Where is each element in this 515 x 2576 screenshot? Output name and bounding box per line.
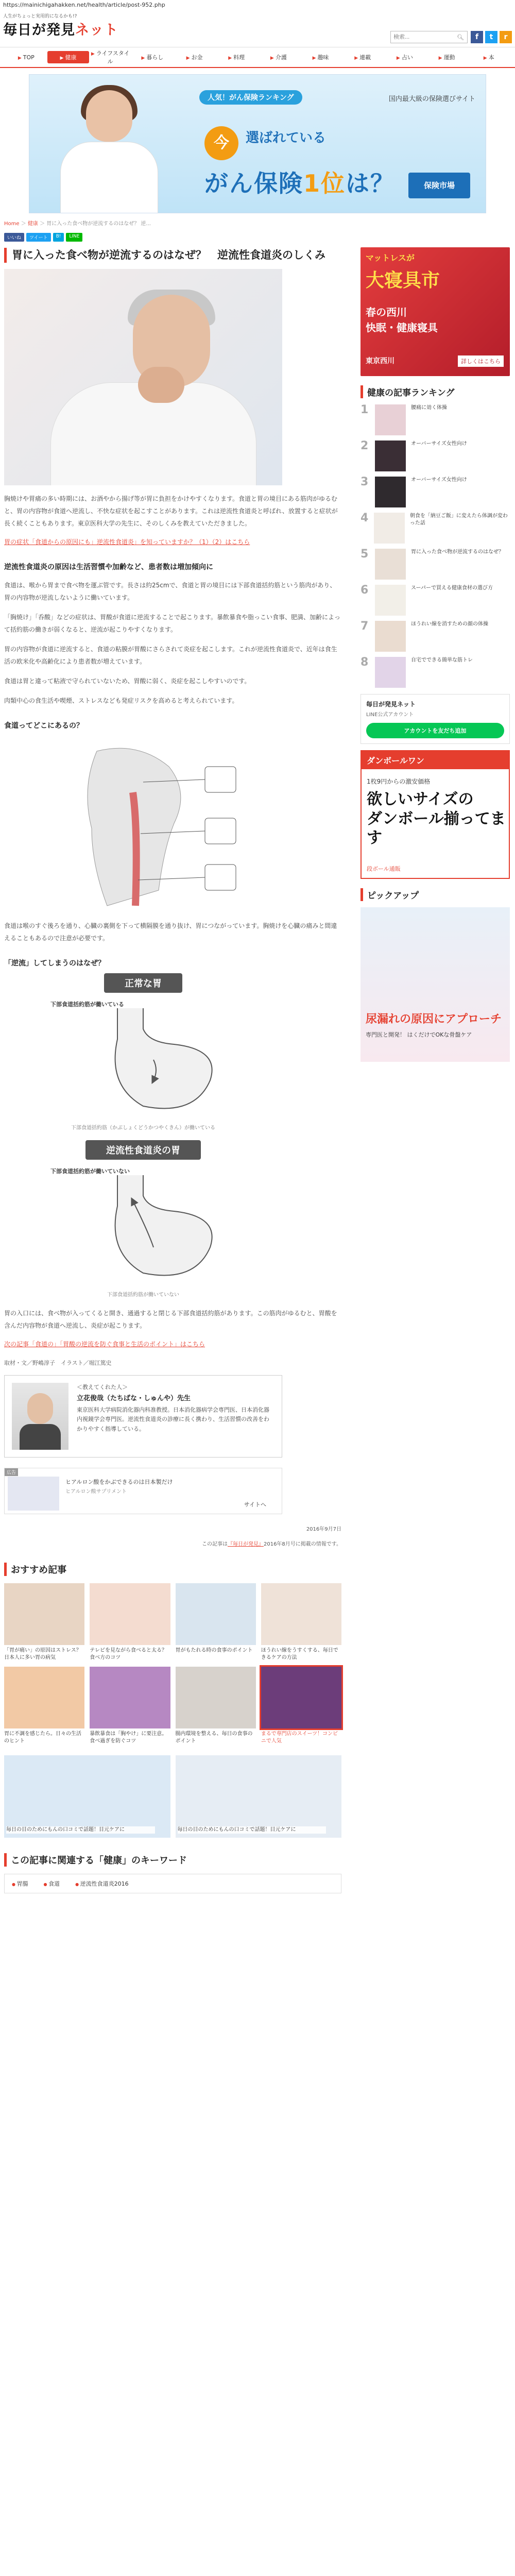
ranking-text: オーバーサイズ女性向け [411,477,467,483]
article-subheading: 逆流性食道炎の原因は生活習慣や加齢など、患者数は増加傾向に [4,563,213,571]
expert-photo [12,1383,68,1450]
banner-right-label: 国内最大級の保険選びサイト [388,95,475,103]
ranking-text: 腰痛に効く体操 [411,405,447,411]
ranking-item[interactable] [360,513,510,544]
ranking-number: 8 [360,656,369,669]
nav-item[interactable]: ▶ 本 [483,54,494,61]
ranking-number: 2 [360,439,369,452]
banner-ima-badge: 今 [204,126,238,160]
recommend-title: おすすめ記事 [4,1563,341,1576]
site-logo[interactable] [3,19,118,39]
ad-button[interactable]: サイトへ [244,1501,266,1508]
ranking-item[interactable] [360,621,510,652]
ad-image [8,1477,59,1511]
line-follow-box [360,694,510,744]
keywords-title: この記事に関連する「健康」のキーワード [4,1853,341,1867]
keyword-tag[interactable]: ● 食道 [44,1879,60,1888]
expert-role: ＜教えてくれた人＞ [77,1383,128,1391]
chevron-right-icon: ▶ [354,56,358,61]
ranking-thumb [375,621,406,652]
chevron-right-icon: ▶ [186,56,190,61]
ranking-thumb [375,585,406,616]
twitter-icon[interactable]: t [485,31,497,43]
ranking-title: 健康の記事ランキング [360,385,510,398]
reflux-stomach-figure [4,1140,282,1298]
article-origin: この記事は『毎日が発見』2016年8月号に掲載の情報です。 [201,1541,341,1547]
ranking-list [360,404,510,688]
ranking-text: 朝食を「納豆ご飯」に変えたら体調が変わった話 [409,513,508,526]
chevron-right-icon: ▶ [396,56,400,61]
article-paragraph: 胃の内容物が食道に逆流すると、食道の粘膜が胃酸にさらされて炎症を起こします。これが逆流性食道炎で、近年は食生活の欧米化や高齢化により患者数が増えています。 [4,645,337,665]
article-column [4,219,341,1893]
figure-caption: 下部食道括約筋が働いていない [107,1292,179,1298]
top-banner-ad[interactable] [29,74,486,213]
reflux-stomach-heading: 逆流性食道炎の胃 [85,1140,201,1160]
share-line-button[interactable]: LINE [66,233,82,242]
search-box[interactable] [390,31,468,43]
ranking-text: 自宅でできる簡単な筋トレ [411,657,473,663]
reflux-stomach-note: 下部食道括約筋が働いていない [50,1167,130,1175]
expert-bio: 東京医科大学病院消化器内科准教授。日本消化器病学会専門医、日本消化器内視鏡学会専門医。逆流性食道炎の診療に長く携わり、生活習慣の改善をわかりやすく指導している。 [77,1406,269,1432]
article-hero-image [4,269,282,485]
article-title: 胃に入った食べ物が逆流するのはなぜ？ 逆流性食道炎のしくみ [4,248,341,263]
next-article-link[interactable]: 次の記事「食道の」「胃酸の逆流を防ぐ食事と生活のポイント」はこちら [4,1340,205,1348]
search-input[interactable] [391,31,453,43]
article-date: 2016年9月7日 [306,1526,341,1532]
search-icon[interactable]: 🔍︎ [457,34,464,41]
breadcrumb: Home ＞ 健康 ＞ 胃に入った食べ物が逆流するのはなぜ？ 逆... [4,221,151,227]
ranking-item[interactable] [360,585,510,616]
figure-caption: 下部食道括約筋（かぶしょくどうかつやくきん）が働いている [71,1125,215,1131]
chevron-right-icon: ▶ [18,55,22,61]
normal-stomach-figure [4,973,282,1131]
sidebar-ad-cta[interactable]: 詳しくはこちら [458,355,504,367]
logo-accent: ネット [75,22,118,38]
ranking-item[interactable] [360,549,510,580]
ranking-item[interactable] [360,657,510,688]
line-add-friend-button[interactable]: アカウントを友だち追加 [366,723,504,738]
sidebar-ad-bedding[interactable]: マットレスが 大寝具市 春の西川 快眠・健康寝具 東京西川 詳しくはこちら [360,247,510,376]
recommend-item[interactable]: ほうれい線をうすくする、毎日できるケアの方法 [261,1583,341,1662]
ranking-thumb [375,549,406,580]
expert-name: 立花俊哉（たちばな・しゅんや）先生 [77,1394,191,1402]
nav-item[interactable]: ▶ お金 [186,54,203,61]
banner-rank-label: 人気！がん保険ランキング [199,90,302,105]
ranking-number: 3 [360,476,369,488]
banner-headline: がん保険1位は？ [204,170,396,197]
recommend-thumb [261,1583,341,1645]
ranking-item[interactable] [360,477,510,507]
sidebar-ad-cardboard[interactable]: ダンボールワン 1枚9円からの激安価格 欲しいサイズの ダンボール揃ってます 段ボール通販 [360,750,510,879]
chevron-right-icon: ▶ [91,52,95,57]
rss-icon[interactable]: r [500,31,512,43]
article-paragraph: 胸焼けや胃痛の多い時期には、お酒やから揚げ等が胃に負担をかけやすくなります。食道と胃の境目にある筋肉がゆるむと、胃の内容物が食道へ逆流し、不快な症状を起こすことがあります。これは逆流性食道炎と呼ばれ、放置すると症状が長く続くこともあります。東京医科大学の先生に、そのしくみを教えていただきました。 [4,495,338,528]
share-facebook-button[interactable]: いいね [4,233,24,242]
ad-title: ヒアルロン酸をかぶできるのは日本製だけ [65,1478,173,1485]
chevron-right-icon: ▶ [60,56,64,61]
recommend-item[interactable]: 「胃が痛い」の原因はストレス？ 日本人に多い胃の病気 [4,1583,84,1662]
ranking-thumb [374,513,405,544]
article-paragraph: 「胸焼け」「呑酸」などの症状は、胃酸が食道に逆流することで起こります。暴飲暴食や脂っこい食事、肥満、加齢によって括約筋の働きが弱くなると、逆流が起こりやすくなります。 [4,613,341,633]
ranking-number: 6 [360,584,369,597]
nav-item[interactable]: ▶ TOP [18,54,35,61]
article-credits: 取材・文／野嶋淳子 イラスト／堀江篤史 [4,1359,112,1366]
sidebar-ad-pickup[interactable]: 尿漏れの原因にアプローチ 専門医と開発！ はくだけでOKな骨盤ケア [360,907,510,1062]
origin-magazine-link[interactable]: 『毎日が発見』 [227,1541,264,1547]
ad-sub: ヒアルロン酸サプリメント [65,1488,127,1495]
recommend-grid [4,1583,341,1745]
ranking-thumb [375,477,406,507]
recommend-item[interactable]: まるで専門店のスイーツ！コンビニで人気 [261,1667,341,1745]
ranking-thumb [375,657,406,688]
ad-tag: 広告 [5,1468,18,1476]
logo-main: 毎日が発見 [3,22,75,38]
chevron-right-icon: ▶ [483,56,487,61]
keyword-list [4,1874,341,1893]
esophagus-diagram [4,736,282,912]
nav-item[interactable]: ▶ 占い [396,54,413,61]
line-box-head: 毎日が発見ネット [366,701,416,708]
nav-item[interactable]: ▶ 介護 [270,54,287,61]
banner-brand: 保険市場 [408,173,470,198]
breadcrumb-current: 胃に入った食べ物が逆流するのはなぜ？ 逆... [46,221,151,227]
recommend-thumb [261,1667,341,1728]
article-paragraph: 食道は、喉から胃まで食べ物を運ぶ管です。長さは約25cmで、食道と胃の境目には下部食道括約筋という筋肉があり、胃の内容物が逆流しないように働いています。 [4,581,336,601]
recommend-thumb [176,1667,256,1728]
related-article-link[interactable]: 胃の症状「食道からの原因にも」逆流性食道炎」を知っていますか？（1）（2）はこちら [4,538,250,546]
native-ad-card[interactable]: 毎日の目のためにもんの口コミで話題！目元ケアに [4,1755,170,1838]
normal-stomach-heading: 正常な胃 [104,973,182,993]
recommend-item[interactable]: テレビを見ながら食べると太る？食べ方のコツ [90,1583,170,1662]
sidebar [360,247,510,1062]
chevron-right-icon: ▶ [228,56,232,61]
article-subheading: 食道ってどこにあるの？ [4,721,83,730]
recommend-thumb [4,1667,84,1728]
chevron-right-icon: ▶ [270,56,274,61]
recommend-thumb [176,1583,256,1645]
ranking-text: 胃に入った食べ物が逆流するのはなぜ？ [411,549,504,555]
article-subheading: 「逆流」してしまうのはなぜ？ [4,959,105,968]
line-box-sub: LINE公式アカウント [366,712,414,718]
nav-item[interactable]: ▶ 趣味 [312,54,329,61]
normal-stomach-illustration [40,1008,246,1116]
ranking-number: 4 [360,512,369,524]
ranking-thumb [375,404,406,435]
global-nav [0,47,515,68]
article-paragraph: 食道は胃と違って粘液で守られていないため、胃酸に弱く、炎症を起こしやすいのです。 [4,677,251,685]
nav-item[interactable]: ▶ 連載 [354,54,371,61]
inline-ad[interactable] [4,1468,282,1514]
recommend-item[interactable]: 暴飲暴食は「胸やけ」に要注意。食べ過ぎを防ぐコツ [90,1667,170,1745]
ranking-thumb [375,440,406,471]
nav-item[interactable]: ▶ ライフスタイル [91,50,130,65]
site-header [0,10,515,47]
expert-profile [4,1375,282,1458]
ranking-number: 1 [360,403,369,416]
banner-sub: 選ばれている [246,130,327,146]
ranking-item[interactable] [360,440,510,471]
nav-item[interactable]: ▶ 暮らし [141,54,164,61]
chevron-right-icon: ▶ [312,56,316,61]
native-ads [4,1755,341,1838]
ranking-number: 7 [360,620,369,633]
ranking-text: ほうれい線を消すための顔の体操 [411,621,488,627]
reflux-stomach-illustration [40,1175,246,1283]
chevron-right-icon: ▶ [141,56,145,61]
recommend-thumb [4,1583,84,1645]
recommend-item[interactable]: 胃に不調を感じたら。日々の生活のヒント [4,1667,84,1745]
normal-stomach-note: 下部食道括約筋が働いている [50,1001,124,1008]
nav-item[interactable]: ▶ 料理 [228,54,245,61]
keyword-tag[interactable]: ● 逆流性食道炎2016 [75,1879,129,1888]
ranking-number: 5 [360,548,369,561]
banner-model-illustration [50,85,163,213]
share-buttons [4,233,341,242]
recommend-item[interactable]: 腸内環境を整える、毎日の食事のポイント [176,1667,256,1745]
ranking-item[interactable] [360,404,510,435]
url-bar[interactable]: https://mainichigahakken.net/health/article/post-952.php [0,0,515,10]
native-ad-card[interactable]: 毎日の目のためにもんの口コミで話題！目元ケアに [176,1755,342,1838]
article-paragraph: 肉類中心の食生活や喫煙、ストレスなども発症リスクを高めると考えられています。 [4,697,238,704]
chevron-right-icon: ▶ [438,56,442,61]
recommend-thumb [90,1583,170,1645]
breadcrumb-home[interactable]: Home [4,221,20,227]
share-twitter-button[interactable]: ツイート [26,233,51,242]
keyword-tag[interactable]: ● 胃腸 [12,1879,28,1888]
site-tagline: 人生がちょっと実用的になるかも!? [3,14,77,19]
facebook-icon[interactable]: f [471,31,483,43]
article-paragraph: 食道は喉のすぐ後ろを通り、心臓の裏側を下って横隔膜を通り抜け、胃につながっています。胸焼けを心臓の痛みと間違えることもあるので注意が必要です。 [4,922,337,942]
breadcrumb-category[interactable]: 健康 [27,221,38,227]
recommend-thumb [90,1667,170,1728]
ranking-text: オーバーサイズ女性向け [411,441,467,447]
recommend-item[interactable]: 胃がもたれる時の食事のポイント [176,1583,256,1662]
pickup-title: ピックアップ [360,888,510,901]
ranking-text: スーパーで買える健康食材の選び方 [411,585,493,591]
share-hatena-button[interactable]: B! [53,233,64,242]
article-paragraph: 胃の入口には、食べ物が入ってくると開き、通過すると閉じる下部食道括約筋があります。この筋肉がゆるむと、胃酸を含んだ内容物が食道へ逆流し、炎症が起こります。 [4,1309,337,1329]
nav-item[interactable]: ▶ 健康 [47,51,90,63]
nav-item[interactable]: ▶ 運動 [438,54,455,61]
